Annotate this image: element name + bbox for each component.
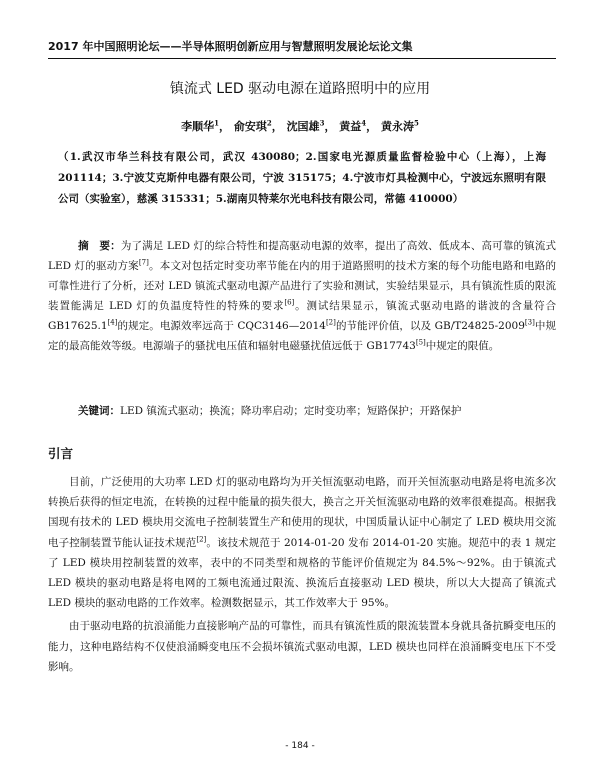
- author-list: 李顺华$^1$， 俞安琪$^2$， 沈国雄$^3$， 黄益$^4$， 黄永涛$^5$: [181, 118, 419, 133]
- author-affil-mark: 1: [214, 118, 219, 128]
- text-run: 中规定的最高能效等级。电源端子的骚扰电压值和辐射电磁骚扰值远低于 GB17743: [48, 320, 557, 352]
- author-affil-mark: 5: [414, 118, 419, 128]
- introduction-body: [48, 472, 556, 680]
- citation-ref: [2]: [196, 535, 207, 544]
- text-run: 中规定的限值。: [425, 340, 500, 352]
- paper-title: 镇流式 LED 驱动电源在道路照明中的应用: [169, 81, 431, 97]
- running-title: 2017 年中国照明论坛——半导体照明创新应用与智慧照明发展论坛论文集: [48, 40, 413, 53]
- abstract-label: 摘 要：: [78, 240, 121, 252]
- text-run: 的节能评价值，以及 GB/T24825-2009: [335, 320, 525, 332]
- author-name: 李顺华: [181, 120, 215, 133]
- keywords-label: 关键词：: [78, 405, 120, 417]
- author-affil-mark: 4: [361, 118, 367, 128]
- section-heading-introduction: 引言: [48, 446, 74, 461]
- affiliations: （1.武汉市华兰科技有限公司，武汉 430080；2.国家电光源质量监督检验中心（上海），上海 201114；3.宁波艾克斯仲电器有限公司，宁波 315175；4.宁波市灯具检测中心，宁波远东照明有限公司（实验室），慈溪 315331；5.湖南贝特莱尔光电科技有限公司，常德 410000）: [58, 151, 546, 205]
- text-run: 由于驱动电路的抗浪涌能力直接影响产品的可靠性，而具有镇流性质的限流装置本身就具备抗瞬变电压的能力，这种电路结构不仅使浪涌瞬变电压不会损坏镇流式驱动电源，LED 模块也同样在浪涌瞬变电压下不受影响。: [48, 620, 556, 673]
- page-number: - 184 -: [285, 741, 315, 751]
- author-name: 黄永涛: [381, 120, 414, 133]
- text-run: 。本文对包括定时变功率节能在内的用于道路照明的技术方案的每个功能电路和电路的可靠性进行了分析，还对 LED 镇流式驱动电源产品进行了实验和测试，实验结果显示，具有镇流性质的限流装置能满足 LED 灯的负温度特性的特殊的要求: [48, 260, 556, 312]
- running-header: [48, 40, 556, 59]
- abstract-body: [48, 240, 556, 352]
- author-name: 沈国雄: [286, 120, 320, 133]
- keywords: [78, 402, 556, 420]
- keywords-text: LED 镇流式驱动；换流；降功率启动；定时变功率；短路保护；开路保护: [120, 405, 462, 417]
- text-run: 的规定。电源效率远高于 CQC3146—2014: [117, 320, 326, 332]
- citation-ref: [3]: [524, 318, 535, 327]
- author-affil-mark: 2: [266, 118, 272, 128]
- author-name: 黄益: [339, 120, 362, 133]
- text-run: 。该技术规范于 2014-01-20 发布 2014-01-20 实施。规范中的表 1 规定了 LED 模块用控制装置的效率，表中的不同类型和规格的节能评价值规定为 84.5%～92%。由于镇流式 LED 模块的驱动电路是将电网的工频电流通过限流、换流后直接驱动 LED 模块，所以大大提高了镇流式 LED 模块的驱动电路的工作效率。检测数据显示，其工作效率大于 95%。: [48, 536, 556, 610]
- body-paragraph: [48, 472, 556, 613]
- text-run: 。测试结果显示，镇流式驱动电路的谐波的含量符合 GB17625.1: [48, 300, 557, 332]
- abstract: [48, 236, 556, 356]
- citation-ref: [4]: [107, 318, 118, 327]
- citation-ref: [2]: [325, 318, 336, 327]
- author-affil-mark: 3: [319, 118, 325, 128]
- citation-ref: [7]: [138, 258, 149, 267]
- text-run: 为了满足 LED 灯的综合特性和提高驱动电源的效率，提出了高效、低成本、高可靠的镇流式 LED 灯的驱动方案: [48, 240, 556, 272]
- text-run: 目前，广泛使用的大功率 LED 灯的驱动电路均为开关恒流驱动电路，而开关恒流驱动电路是将电流多次转换后获得的恒定电流，在转换的过程中能量的损失很大，换言之开关恒流驱动电路的效率很难提高。根据我国现有技术的 LED 模块用交流电子控制装置生产和使用的现状，中国质量认证中心制定了 LED 模块用交流电子控制装置节能认证技术规范: [48, 476, 556, 549]
- citation-ref: [6]: [284, 298, 295, 307]
- author-name: 俞安琪: [233, 120, 267, 133]
- body-paragraph: [48, 616, 556, 677]
- citation-ref: [5]: [415, 338, 426, 347]
